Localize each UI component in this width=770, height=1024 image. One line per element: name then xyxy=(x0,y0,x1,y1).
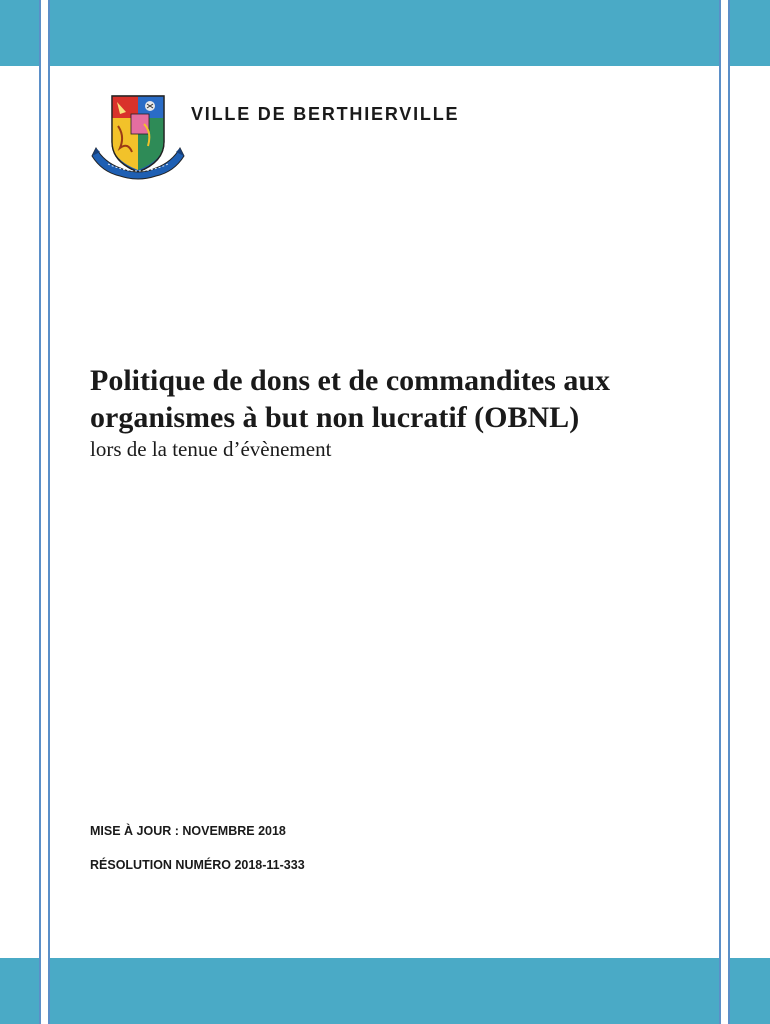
city-name: VILLE DE BERTHIERVILLE xyxy=(191,104,460,124)
frame-line-left-inner xyxy=(48,0,50,1024)
bottom-band-left xyxy=(0,958,40,1024)
top-band-center xyxy=(49,0,720,66)
coat-of-arms-icon xyxy=(90,92,186,182)
title-block xyxy=(90,362,710,462)
document-title-line-1: Politique de dons et de commandites aux xyxy=(90,364,611,397)
bottom-band-center xyxy=(49,958,720,1024)
frame-line-left-outer xyxy=(39,0,41,1024)
document-title-line-2: organismes à but non lucratif (OBNL) xyxy=(90,401,580,434)
document-subtitle: lors de la tenue d’évènement xyxy=(90,437,332,461)
document-header xyxy=(90,92,650,192)
frame-line-right-inner xyxy=(719,0,721,1024)
frame-line-right-outer xyxy=(728,0,730,1024)
top-band-right xyxy=(729,0,770,66)
top-band-left xyxy=(0,0,40,66)
bottom-band-right xyxy=(729,958,770,1024)
resolution-number: RÉSOLUTION NUMÉRO 2018-11-333 xyxy=(90,858,305,872)
update-date: MISE À JOUR : NOVEMBRE 2018 xyxy=(90,824,286,838)
